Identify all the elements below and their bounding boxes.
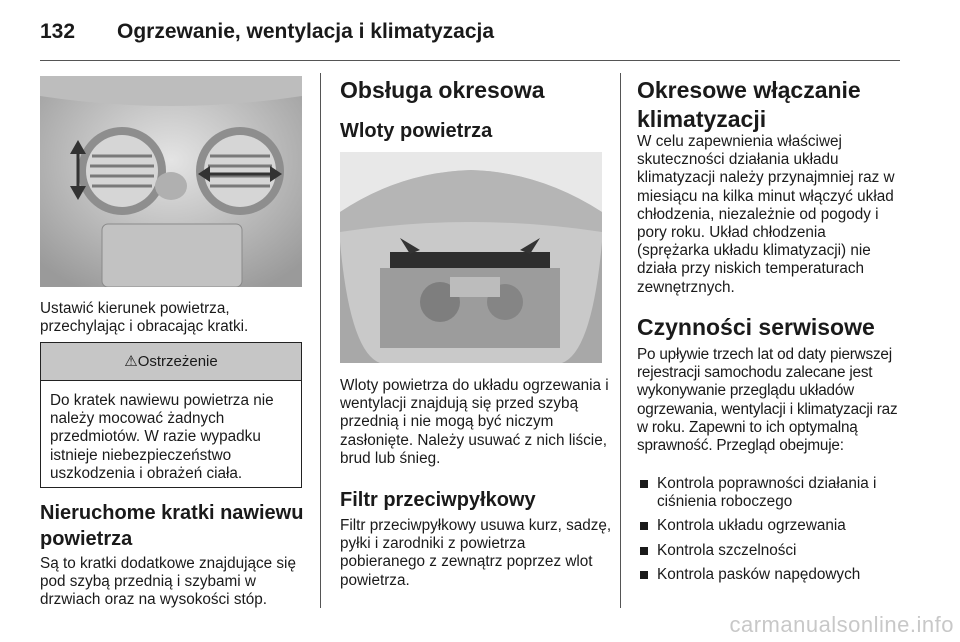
air-inlets-text: Wloty powietrza do układu ogrzewania i wentylacji znajdują się przed szybą przednią i nie mogą być niczym zasłonięte. Należy usuwać z nich liście, brud lub śnieg. [340,377,609,467]
warning-triangle-icon: ⚠ [124,353,138,370]
warning-text: Do kratek nawiewu powietrza nie należy mocować żadnych przedmiotów. W razie wypadku istnieje niebezpieczeństwo uszkodzenia i obrażeń ciała. [50,392,274,482]
service-text: Po upływie trzech lat od daty pierwszej rejestracji samochodu zalecane jest wykonywanie przeglądu układów ogrzewania, wentylacji i klimatyzacji raz w roku. Zapewni to ich optymalną sprawność. Przegląd obejmuje: [637,346,898,455]
vent-adjust-caption: Ustawić kierunek powietrza, przechylając i obracając kratki. [40,300,249,336]
list-item-text: Kontrola poprawności działania i ciśnienia roboczego [657,475,877,511]
fixed-vents-heading: Nieruchome kratki nawiewu powietrza [40,502,304,550]
warning-box [40,342,302,488]
watermark: carmanualsonline.info [729,612,954,637]
ac-heading: Okresowe włączanie klimatyzacji [637,77,861,132]
ac-text: W celu zapewnienia właściwej skuteczności działania układu klimatyzacji należy przynajmniej raz w miesiącu na kilka minut włączyć układ chłodzenia, niezależnie od pogody i pory roku. Układ chłodzenia (sprężarka układu klimatyzacji) nie działa przy niskich temperaturach zewnętrznych. [637,133,895,296]
chapter-title: Ogrzewanie, wentylacja i klimatyzacja [117,20,495,43]
bullet-square-icon [640,571,648,579]
list-item [637,566,902,584]
air-inlets-subheading: Wloty powietrza [340,120,493,142]
engine-bay-illustration [340,152,602,363]
pollen-filter-text: Filtr przeciwpyłkowy usuwa kurz, sadzę, pyłki i zarodniki z powietrza pobieranego z zewnątrz poprzez wlot powietrza. [340,517,612,589]
list-item-text: Kontrola szczelności [657,541,797,559]
list-item [637,517,902,535]
fixed-vents-text: Są to kratki dodatkowe znajdujące się pod szybą przednią i szybami w drzwiach oraz na wysokości stóp. [40,555,296,609]
bullet-square-icon [640,480,648,488]
service-checklist [637,475,902,590]
bullet-square-icon [640,522,648,530]
column-divider-2 [620,73,621,608]
header-divider [40,60,900,61]
page-number: 132 [40,20,76,43]
list-item [637,542,902,560]
service-heading: Czynności serwisowe [637,314,875,340]
warning-title: Ostrzeżenie [137,353,218,370]
pollen-filter-heading: Filtr przeciwpyłkowy [340,489,536,511]
column-divider-1 [320,73,321,608]
list-item-text: Kontrola układu ogrzewania [657,517,846,535]
warning-header [41,343,301,381]
bullet-square-icon [640,547,648,555]
maintenance-heading: Obsługa okresowa [340,77,545,103]
air-vents-illustration [40,76,302,287]
list-item-text: Kontrola pasków napędowych [657,565,861,583]
list-item [637,475,902,511]
